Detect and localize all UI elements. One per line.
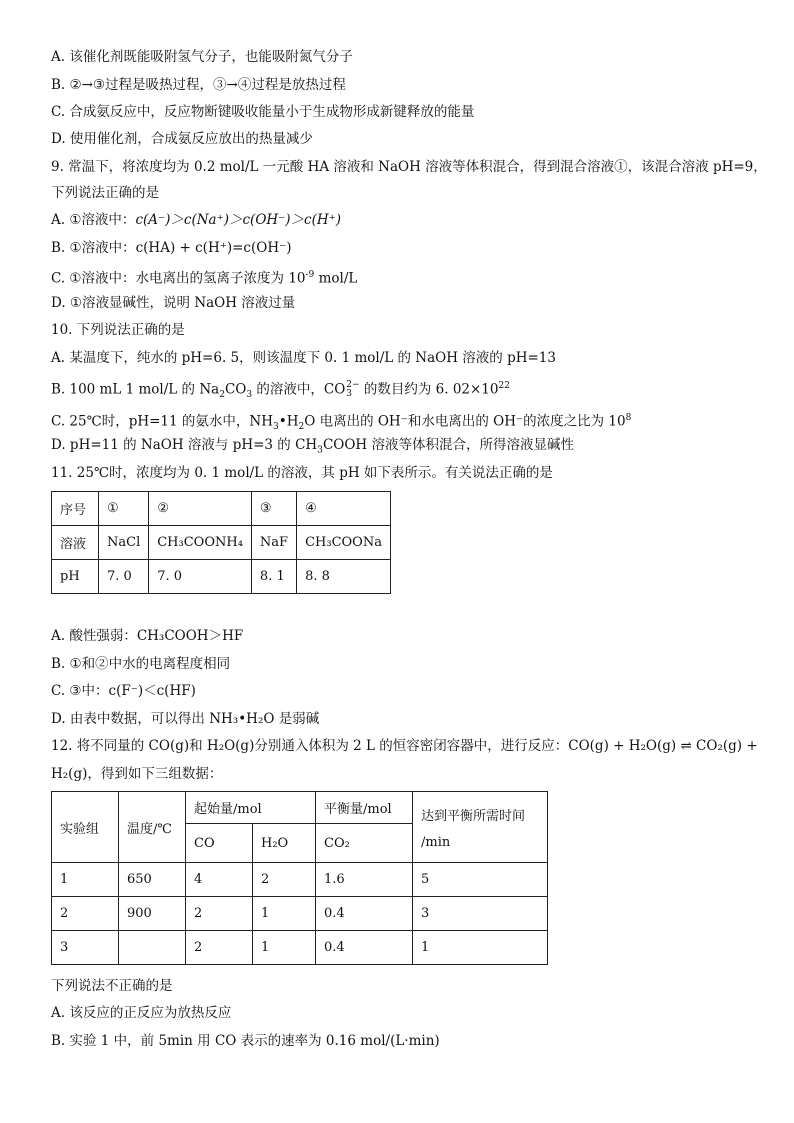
q10-d-part2: COOH 溶液等体积混合，所得溶液显碱性 — [322, 437, 574, 453]
table-row — [52, 897, 548, 931]
q10-option-c — [51, 409, 631, 436]
q11-ph-table — [51, 491, 391, 594]
table-header-time-line2: /min — [421, 835, 451, 850]
q11-option-b: B. ①和②中水的电离程度相同 — [51, 656, 231, 672]
table-cell: 650 — [119, 863, 186, 897]
q9-option-d: D. ①溶液显碱性，说明 NaOH 溶液过量 — [51, 295, 296, 311]
q10-b-part2: CO — [224, 381, 247, 398]
q10-c-part2: •H — [278, 413, 299, 430]
q10-c-exponent: 8 — [625, 413, 632, 423]
table-cell: ④ — [297, 492, 391, 526]
table-cell: NaCl — [99, 526, 149, 560]
table-cell: 8. 1 — [251, 560, 296, 594]
q10-option-b — [51, 377, 510, 404]
table-cell: 2 — [52, 897, 119, 931]
table-cell: ② — [149, 492, 252, 526]
table-header-time-line1: 达到平衡所需时间 — [421, 809, 526, 824]
table-row — [52, 492, 391, 526]
table-header-equilibrium: 平衡量/mol — [316, 792, 413, 824]
q9-option-c — [51, 266, 357, 288]
q11-option-d: D. 由表中数据，可以得出 NH₃•H₂O 是弱碱 — [51, 711, 320, 727]
q11-option-a: A. 酸性强弱：CH₃COOH＞HF — [51, 628, 244, 644]
table-header-group: 实验组 — [52, 792, 119, 863]
table-row — [52, 863, 548, 897]
q9-option-a — [51, 211, 341, 229]
q10-c-part3: O 电离出的 OH⁻和水电离出的 OH⁻的浓度之比为 10 — [304, 413, 626, 430]
table-cell: 1.6 — [316, 863, 413, 897]
q10-b-ion-sup: 2− — [346, 380, 360, 390]
table-row — [52, 792, 548, 824]
q9-option-a-prefix: A. ①溶液中： — [51, 212, 136, 228]
table-cell: ③ — [251, 492, 296, 526]
table-cell: 5 — [413, 863, 548, 897]
q9-option-b-prefix: B. ①溶液中： — [51, 240, 136, 256]
table-cell: 2 — [253, 863, 316, 897]
table-cell: 1 — [253, 931, 316, 965]
table-cell: 1 — [52, 863, 119, 897]
q9-stem-line2: 下列说法正确的是 — [51, 185, 159, 201]
q10-d-part1: D. pH=11 的 NaOH 溶液与 pH=3 的 CH — [51, 437, 318, 453]
q8-option-d: D. 使用催化剂，合成氨反应放出的热量减少 — [51, 131, 313, 147]
table-subheader-h2o: H₂O — [253, 824, 316, 863]
table-row — [52, 931, 548, 965]
q10-d-sub: 3 — [317, 445, 323, 456]
table-cell: 0.4 — [316, 897, 413, 931]
q9-option-a-expression: c(A⁻)＞c(Na⁺)＞c(OH⁻)＞c(H⁺) — [135, 212, 342, 228]
table-cell: 2 — [186, 897, 253, 931]
q10-c-part1: C. 25℃时，pH=11 的氨水中，NH — [51, 413, 273, 430]
q11-option-c: C. ③中：c(F⁻)＜c(HF) — [51, 683, 196, 699]
q11-stem: 11. 25℃时，浓度均为 0. 1 mol/L 的溶液，其 pH 如下表所示。有关说法正确的是 — [51, 465, 553, 481]
q10-stem: 10. 下列说法正确的是 — [51, 322, 185, 338]
q8-option-c: C. 合成氨反应中，反应物断键吸收能量小于生成物形成新键释放的能量 — [51, 104, 475, 120]
table-header-time — [413, 792, 548, 863]
table-cell: NaF — [251, 526, 296, 560]
table-cell: pH — [52, 560, 99, 594]
table-cell: 7. 0 — [99, 560, 149, 594]
q10-b-sub1: 2 — [219, 390, 225, 401]
q9-option-c-unit: mol/L — [314, 270, 358, 287]
q10-c-sub2: 2 — [298, 422, 305, 433]
table-cell: 溶液 — [52, 526, 99, 560]
q10-b-sub2: 3 — [246, 390, 253, 401]
table-cell: 900 — [119, 897, 186, 931]
table-cell: ① — [99, 492, 149, 526]
table-cell: 序号 — [52, 492, 99, 526]
q12-stem-line1: 12. 将不同量的 CO(g)和 H₂O(g)分别通入体积为 2 L 的恒容密闭容器中，进行反应：CO(g) + H₂O(g) ⇌ CO₂(g) + — [51, 738, 758, 754]
q12-stem-line2: H₂(g)，得到如下三组数据： — [51, 766, 223, 782]
table-subheader-co2: CO₂ — [316, 824, 413, 863]
q10-option-d — [51, 436, 574, 460]
q10-b-ion-sub: 3 — [346, 389, 353, 399]
q8-option-b: B. ②→③过程是吸热过程，③→④过程是放热过程 — [51, 77, 346, 93]
q10-b-ion-charge — [346, 381, 359, 399]
q9-option-b-expression: c(HA) + c(H⁺)=c(OH⁻) — [135, 240, 292, 256]
table-cell: 2 — [186, 931, 253, 965]
q9-option-b — [51, 239, 292, 257]
table-header-temp: 温度/℃ — [119, 792, 186, 863]
q9-stem-line1: 9. 常温下，将浓度均为 0.2 mol/L 一元酸 HA 溶液和 NaOH 溶液等体积混合，得到混合溶液①，该混合溶液 pH=9， — [51, 159, 767, 175]
table-header-initial: 起始量/mol — [186, 792, 316, 824]
q9-option-c-exponent: -9 — [305, 270, 315, 280]
table-cell: CH₃COONH₄ — [149, 526, 252, 560]
table-cell: 3 — [413, 897, 548, 931]
q10-c-sub1: 3 — [273, 422, 279, 433]
table-cell: 1 — [253, 897, 316, 931]
q8-option-a: A. 该催化剂既能吸附氢气分子，也能吸附氮气分子 — [51, 49, 353, 65]
q10-b-part3: 的溶液中，CO — [252, 381, 346, 398]
table-cell: 4 — [186, 863, 253, 897]
q12-option-a: A. 该反应的正反应为放热反应 — [51, 1005, 232, 1021]
q10-b-part4: 的数目约为 6. 02×10 — [359, 381, 499, 398]
table-cell: 0.4 — [316, 931, 413, 965]
q10-b-exponent: 22 — [498, 381, 510, 391]
q10-b-part1: B. 100 mL 1 mol/L 的 Na — [51, 381, 220, 398]
table-subheader-co: CO — [186, 824, 253, 863]
table-cell: 1 — [413, 931, 548, 965]
q12-data-table — [51, 791, 548, 965]
table-row — [52, 526, 391, 560]
q10-option-a: A. 某温度下，纯水的 pH=6. 5，则该温度下 0. 1 mol/L 的 NaOH 溶液的 pH=13 — [51, 350, 556, 366]
table-row — [52, 560, 391, 594]
q12-prompt: 下列说法不正确的是 — [51, 978, 173, 994]
table-cell: CH₃COONa — [297, 526, 391, 560]
q9-option-c-prefix: C. ①溶液中：水电离出的氢离子浓度为 10 — [51, 270, 306, 287]
table-cell: 3 — [52, 931, 119, 965]
table-cell: 7. 0 — [149, 560, 252, 594]
table-cell — [119, 931, 186, 965]
q12-option-b: B. 实验 1 中，前 5min 用 CO 表示的速率为 0.16 mol/(L·min) — [51, 1033, 440, 1049]
table-cell: 8. 8 — [297, 560, 391, 594]
